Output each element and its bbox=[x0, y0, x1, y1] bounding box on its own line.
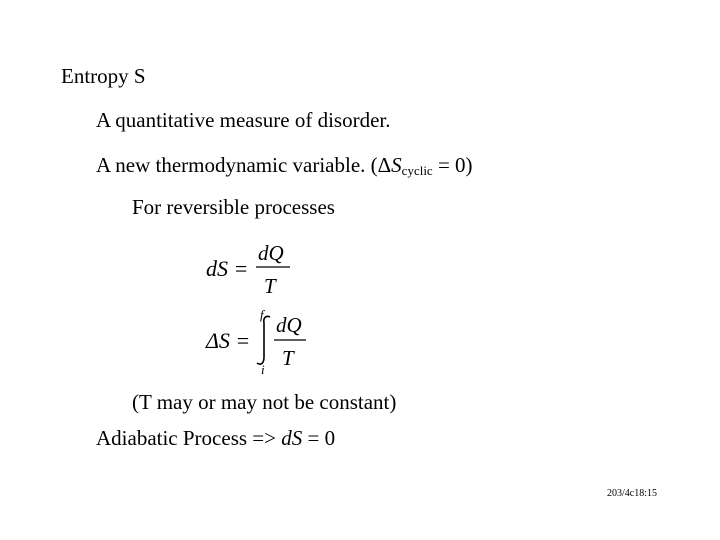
slide-footer: 203/4c18:15 bbox=[607, 488, 657, 499]
equation-delta-S bbox=[200, 305, 330, 377]
adiabatic-tail: = 0 bbox=[302, 426, 336, 450]
slide-title: Entropy S bbox=[61, 64, 146, 88]
delta-symbol: Δ bbox=[377, 153, 392, 177]
equation-dS bbox=[200, 240, 310, 300]
adiabatic-expr: dS bbox=[281, 426, 303, 450]
adiabatic-text: Adiabatic Process => bbox=[96, 426, 282, 450]
bullet-thermo-variable bbox=[96, 155, 473, 176]
adiabatic-line bbox=[96, 428, 335, 449]
eq2-denominator: T bbox=[282, 346, 294, 370]
entropy-symbol: S bbox=[391, 153, 402, 177]
eq1-lhs: dS = bbox=[206, 256, 249, 281]
cyclic-subscript: cyclic bbox=[401, 163, 433, 178]
eq2-upper-limit: f bbox=[260, 307, 264, 322]
eq1-denominator: T bbox=[264, 274, 276, 298]
eq1-numerator: dQ bbox=[258, 241, 284, 265]
bullet-thermo-tail: = 0) bbox=[432, 153, 473, 177]
eq2-numerator: dQ bbox=[276, 313, 302, 337]
bullet-thermo-text: A new thermodynamic variable. ( bbox=[96, 153, 378, 177]
subpoint-reversible: For reversible processes bbox=[132, 195, 335, 219]
eq2-lower-limit: i bbox=[261, 362, 265, 377]
note-temperature: (T may or may not be constant) bbox=[132, 390, 397, 414]
eq2-lhs: ΔS = bbox=[206, 328, 251, 353]
integral-sign bbox=[257, 316, 270, 364]
bullet-disorder: A quantitative measure of disorder. bbox=[96, 108, 391, 132]
